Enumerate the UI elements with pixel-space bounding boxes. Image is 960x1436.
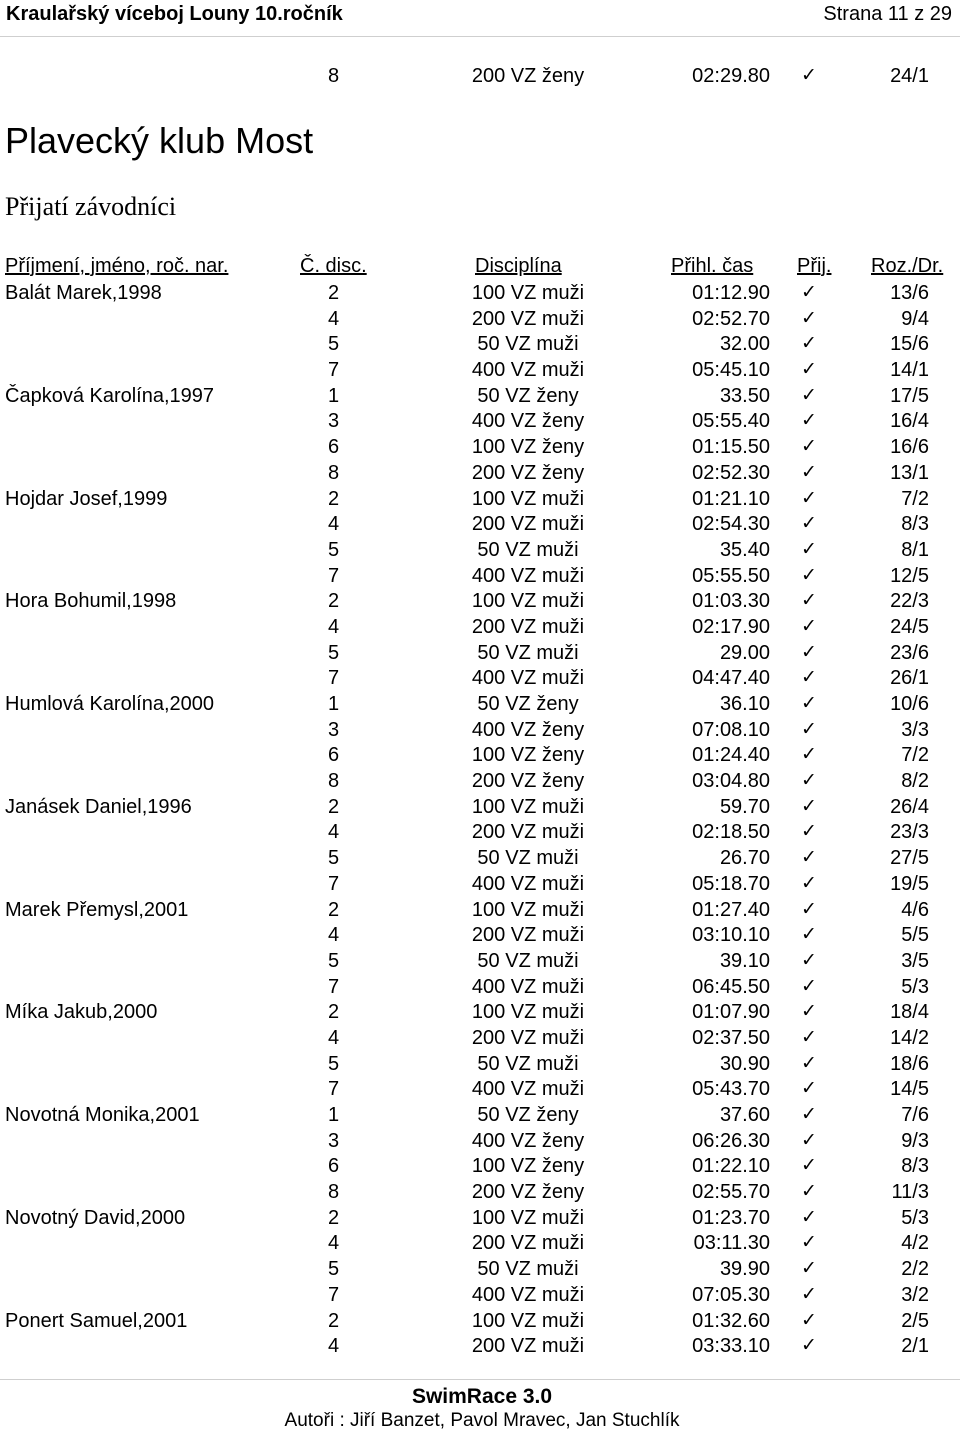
table-row <box>0 1309 960 1335</box>
discipline-name: 400 VZ muži <box>471 667 585 690</box>
entry-time: 37.60 <box>719 1104 770 1126</box>
heat-lane: 23/6 <box>890 641 929 664</box>
entry-time: 30.90 <box>719 1052 770 1075</box>
discipline-name: 50 VZ muži <box>477 949 579 972</box>
check-icon: ✓ <box>801 1308 817 1331</box>
discipline-number: 5 <box>328 333 340 356</box>
check-icon: ✓ <box>801 614 817 637</box>
table-row <box>0 769 960 795</box>
discipline-number: 5 <box>328 847 340 870</box>
table-row <box>0 795 960 821</box>
check-icon: ✓ <box>801 897 817 920</box>
check-icon: ✓ <box>801 769 817 792</box>
table-row <box>0 1206 960 1232</box>
check-icon: ✓ <box>801 1205 817 1228</box>
table-row <box>0 564 960 590</box>
discipline-number: 5 <box>328 949 340 972</box>
discipline-name: 100 VZ muži <box>471 1001 585 1024</box>
swimmer-name: Ponert Samuel,2001 <box>5 1309 188 1332</box>
entry-time: 03:10.10 <box>692 924 770 947</box>
heat-lane: 7/6 <box>901 1104 929 1126</box>
table-row <box>0 846 960 872</box>
table-row <box>0 1283 960 1309</box>
discipline-name: 50 VZ muži <box>477 641 579 664</box>
check-icon: ✓ <box>801 743 817 766</box>
heat-lane: 18/6 <box>890 1052 929 1075</box>
entry-time: 59.70 <box>719 795 770 818</box>
table-row <box>0 1231 960 1257</box>
discipline-number: 8 <box>328 770 340 793</box>
discipline-number: 8 <box>328 65 340 87</box>
discipline-number: 2 <box>328 282 340 304</box>
check-icon: ✓ <box>801 692 817 714</box>
heat-lane: 16/6 <box>890 436 929 459</box>
column-header-row <box>0 255 960 281</box>
entry-time: 01:21.10 <box>692 487 770 510</box>
table-row <box>0 692 960 718</box>
check-icon: ✓ <box>801 820 817 843</box>
table-row <box>0 743 960 769</box>
discipline-number: 3 <box>328 718 340 741</box>
discipline-number: 6 <box>328 1155 340 1178</box>
discipline-number: 2 <box>328 1309 340 1332</box>
discipline-number: 3 <box>328 1129 340 1152</box>
discipline-name: 50 VZ muži <box>477 538 579 561</box>
discipline-name: 100 VZ muži <box>471 1309 585 1332</box>
discipline-number: 4 <box>328 1232 340 1255</box>
swimmer-name: Marek Přemysl,2001 <box>5 898 189 921</box>
discipline-number: 4 <box>328 307 340 330</box>
entry-time: 06:45.50 <box>692 975 770 998</box>
heat-lane: 8/3 <box>901 1155 929 1178</box>
discipline-number: 2 <box>328 898 340 921</box>
footer-divider <box>0 1379 960 1380</box>
discipline-number: 1 <box>328 693 340 715</box>
check-icon: ✓ <box>801 281 817 303</box>
swimmer-name: Čapková Karolína,1997 <box>5 384 215 407</box>
discipline-name: 50 VZ ženy <box>477 693 579 715</box>
entry-time: 04:47.40 <box>692 667 770 690</box>
entry-time: 02:17.90 <box>692 615 770 638</box>
table-row <box>0 923 960 949</box>
entry-time: 33.50 <box>719 384 770 407</box>
heat-lane: 3/3 <box>901 718 929 741</box>
table-row <box>0 1000 960 1026</box>
discipline-number: 7 <box>328 667 340 690</box>
check-icon: ✓ <box>801 1128 817 1151</box>
table-row <box>0 1129 960 1155</box>
table-row <box>0 384 960 410</box>
entry-time: 03:33.10 <box>692 1335 770 1358</box>
check-icon: ✓ <box>801 1103 817 1125</box>
heat-lane: 15/6 <box>890 333 929 356</box>
entry-time: 02:18.50 <box>692 821 770 844</box>
check-icon: ✓ <box>801 1282 817 1305</box>
entry-time: 02:54.30 <box>692 513 770 536</box>
entry-time: 39.10 <box>719 949 770 972</box>
discipline-number: 7 <box>328 975 340 998</box>
entry-time: 01:24.40 <box>692 744 770 767</box>
swimmer-name: Balát Marek,1998 <box>5 282 162 304</box>
discipline-name: 50 VZ muži <box>477 847 579 870</box>
heat-lane: 23/3 <box>890 821 929 844</box>
discipline-name: 100 VZ ženy <box>471 1155 585 1178</box>
table-row <box>0 1257 960 1283</box>
heat-lane: 8/1 <box>901 538 929 561</box>
discipline-name: 400 VZ ženy <box>471 410 585 433</box>
column-header-accepted: Přij. <box>797 255 832 277</box>
heat-lane: 18/4 <box>890 1001 929 1024</box>
column-header-heat-lane: Roz./Dr. <box>871 255 944 277</box>
discipline-name: 100 VZ muži <box>471 795 585 818</box>
discipline-name: 200 VZ ženy <box>471 65 585 87</box>
check-icon: ✓ <box>801 1051 817 1074</box>
discipline-number: 8 <box>328 1181 340 1204</box>
table-row <box>0 512 960 538</box>
table-row <box>0 358 960 384</box>
discipline-name: 200 VZ muži <box>471 821 585 844</box>
heat-lane: 12/5 <box>890 564 929 587</box>
column-header-discipline: Disciplína <box>475 255 562 277</box>
table-row <box>0 718 960 744</box>
entry-time: 39.90 <box>719 1258 770 1281</box>
entry-time: 01:07.90 <box>692 1001 770 1024</box>
column-header-entry-time: Přihl. čas <box>671 255 754 277</box>
heat-lane: 16/4 <box>890 410 929 433</box>
entry-time: 01:23.70 <box>692 1206 770 1229</box>
discipline-number: 7 <box>328 872 340 895</box>
check-icon: ✓ <box>801 1154 817 1177</box>
discipline-name: 200 VZ muži <box>471 1335 585 1358</box>
swimmer-name: Janásek Daniel,1996 <box>5 795 192 818</box>
table-row <box>0 1052 960 1078</box>
heat-lane: 10/6 <box>890 693 929 715</box>
table-row <box>0 1154 960 1180</box>
discipline-number: 5 <box>328 538 340 561</box>
discipline-name: 400 VZ muži <box>471 564 585 587</box>
discipline-name: 200 VZ ženy <box>471 461 585 484</box>
check-icon: ✓ <box>801 1231 817 1254</box>
discipline-number: 4 <box>328 615 340 638</box>
discipline-number: 4 <box>328 513 340 536</box>
heat-lane: 17/5 <box>890 384 929 407</box>
entry-time: 05:45.10 <box>692 359 770 382</box>
heat-lane: 14/1 <box>890 359 929 382</box>
carryover-row <box>0 64 960 90</box>
discipline-name: 400 VZ muži <box>471 359 585 382</box>
heat-lane: 7/2 <box>901 744 929 767</box>
check-icon: ✓ <box>801 589 817 612</box>
entry-time: 03:04.80 <box>692 770 770 793</box>
table-row <box>0 332 960 358</box>
swimmer-name: Míka Jakub,2000 <box>5 1001 158 1024</box>
discipline-name: 200 VZ muži <box>471 307 585 330</box>
discipline-name: 200 VZ muži <box>471 1232 585 1255</box>
check-icon: ✓ <box>801 1257 817 1280</box>
heat-lane: 26/1 <box>890 667 929 690</box>
check-icon: ✓ <box>801 1025 817 1048</box>
discipline-number: 2 <box>328 590 340 613</box>
heat-lane: 9/4 <box>901 307 929 330</box>
discipline-name: 200 VZ muži <box>471 513 585 536</box>
entry-time: 36.10 <box>719 693 770 715</box>
check-icon: ✓ <box>801 1180 817 1203</box>
check-icon: ✓ <box>801 1000 817 1023</box>
entry-time: 07:08.10 <box>692 718 770 741</box>
discipline-number: 4 <box>328 821 340 844</box>
check-icon: ✓ <box>801 948 817 971</box>
discipline-name: 400 VZ muži <box>471 975 585 998</box>
column-header-number: Č. disc. <box>300 255 367 277</box>
heat-lane: 5/5 <box>901 924 929 947</box>
discipline-number: 2 <box>328 1206 340 1229</box>
discipline-number: 4 <box>328 924 340 947</box>
check-icon: ✓ <box>801 794 817 817</box>
discipline-number: 6 <box>328 436 340 459</box>
entry-time: 02:52.70 <box>692 307 770 330</box>
table-row <box>0 461 960 487</box>
discipline-name: 400 VZ muži <box>471 1078 585 1101</box>
check-icon: ✓ <box>801 64 817 86</box>
discipline-name: 50 VZ muži <box>477 1258 579 1281</box>
discipline-number: 7 <box>328 359 340 382</box>
discipline-name: 50 VZ muži <box>477 333 579 356</box>
table-row <box>0 872 960 898</box>
entry-time: 06:26.30 <box>692 1129 770 1152</box>
footer-app-name: SwimRace 3.0 <box>411 1385 553 1408</box>
entry-time: 32.00 <box>719 333 770 356</box>
table-row <box>0 1077 960 1103</box>
check-icon: ✓ <box>801 383 817 406</box>
heat-lane: 5/3 <box>901 1206 929 1229</box>
entry-time: 05:55.40 <box>692 410 770 433</box>
discipline-number: 2 <box>328 795 340 818</box>
discipline-name: 200 VZ muži <box>471 924 585 947</box>
entry-time: 05:18.70 <box>692 872 770 895</box>
check-icon: ✓ <box>801 537 817 560</box>
entry-time: 29.00 <box>719 641 770 664</box>
entry-time: 26.70 <box>719 847 770 870</box>
heat-lane: 14/2 <box>890 1026 929 1049</box>
discipline-name: 50 VZ ženy <box>477 1104 579 1126</box>
heat-lane: 3/5 <box>901 949 929 972</box>
heat-lane: 4/6 <box>901 898 929 921</box>
discipline-name: 50 VZ muži <box>477 1052 579 1075</box>
discipline-name: 100 VZ ženy <box>471 436 585 459</box>
entry-time: 01:12.90 <box>692 282 770 304</box>
check-icon: ✓ <box>801 409 817 432</box>
table-row <box>0 1026 960 1052</box>
check-icon: ✓ <box>801 486 817 509</box>
discipline-name: 400 VZ muži <box>471 872 585 895</box>
discipline-number: 8 <box>328 461 340 484</box>
discipline-name: 400 VZ muži <box>471 1283 585 1306</box>
heat-lane: 27/5 <box>890 847 929 870</box>
discipline-number: 6 <box>328 744 340 767</box>
table-row <box>0 487 960 513</box>
table-row <box>0 281 960 307</box>
table-row <box>0 1334 960 1360</box>
heat-lane: 2/1 <box>901 1335 929 1358</box>
discipline-number: 1 <box>328 384 340 407</box>
discipline-name: 200 VZ ženy <box>471 1181 585 1204</box>
entries-table <box>0 281 960 1360</box>
check-icon: ✓ <box>801 332 817 355</box>
swimmer-name: Novotná Monika,2001 <box>5 1104 200 1126</box>
entry-time: 05:43.70 <box>692 1078 770 1101</box>
entry-time: 02:55.70 <box>692 1181 770 1204</box>
discipline-number: 5 <box>328 1258 340 1281</box>
discipline-name: 400 VZ ženy <box>471 1129 585 1152</box>
check-icon: ✓ <box>801 1334 817 1357</box>
check-icon: ✓ <box>801 923 817 946</box>
check-icon: ✓ <box>801 640 817 663</box>
check-icon: ✓ <box>801 358 817 381</box>
table-row <box>0 666 960 692</box>
discipline-name: 400 VZ ženy <box>471 718 585 741</box>
table-row <box>0 820 960 846</box>
table-row <box>0 1103 960 1129</box>
entry-time: 01:32.60 <box>692 1309 770 1332</box>
heat-lane: 13/6 <box>890 282 929 304</box>
heat-lane: 19/5 <box>890 872 929 895</box>
heat-lane: 11/3 <box>891 1181 929 1204</box>
section-title: Přijatí závodníci <box>5 192 177 221</box>
entry-time: 01:22.10 <box>692 1155 770 1178</box>
discipline-name: 200 VZ ženy <box>471 770 585 793</box>
heat-lane: 7/2 <box>901 487 929 510</box>
heat-lane: 24/5 <box>890 615 929 638</box>
heat-lane: 8/3 <box>901 513 929 536</box>
discipline-number: 2 <box>328 1001 340 1024</box>
discipline-name: 50 VZ ženy <box>477 384 579 407</box>
heat-lane: 2/5 <box>901 1309 929 1332</box>
discipline-name: 200 VZ muži <box>471 1026 585 1049</box>
table-row <box>0 307 960 333</box>
table-row <box>0 1180 960 1206</box>
club-title: Plavecký klub Most <box>5 120 314 161</box>
check-icon: ✓ <box>801 1077 817 1100</box>
discipline-number: 1 <box>328 1104 340 1126</box>
table-row <box>0 409 960 435</box>
entry-time: 05:55.50 <box>692 564 770 587</box>
entry-time: 07:05.30 <box>692 1283 770 1306</box>
swimmer-name: Novotný David,2000 <box>5 1206 186 1229</box>
check-icon: ✓ <box>801 871 817 894</box>
discipline-name: 100 VZ ženy <box>471 744 585 767</box>
table-row <box>0 615 960 641</box>
entry-time: 03:11.30 <box>693 1232 770 1255</box>
discipline-name: 200 VZ muži <box>471 615 585 638</box>
heat-lane: 5/3 <box>901 975 929 998</box>
check-icon: ✓ <box>801 563 817 586</box>
discipline-name: 100 VZ muži <box>471 1206 585 1229</box>
table-row <box>0 641 960 667</box>
swimmer-name: Hojdar Josef,1999 <box>5 487 168 510</box>
discipline-number: 7 <box>328 1283 340 1306</box>
table-row <box>0 538 960 564</box>
heat-lane: 13/1 <box>890 461 929 484</box>
check-icon: ✓ <box>801 512 817 535</box>
footer-authors: Autoři : Jiří Banzet, Pavol Mravec, Jan Stuchlík <box>284 1410 680 1431</box>
heat-lane: 24/1 <box>890 65 929 87</box>
table-row <box>0 949 960 975</box>
event-title: Kraulařský víceboj Louny 10.ročník <box>6 3 343 25</box>
page-number: Strana 11 z 29 <box>823 3 952 25</box>
discipline-number: 5 <box>328 641 340 664</box>
entry-time: 01:03.30 <box>692 590 770 613</box>
discipline-name: 100 VZ muži <box>471 898 585 921</box>
check-icon: ✓ <box>801 974 817 997</box>
heat-lane: 26/4 <box>890 795 929 818</box>
entry-time: 35.40 <box>719 538 770 561</box>
discipline-name: 100 VZ muži <box>471 590 585 613</box>
entry-time: 02:52.30 <box>692 461 770 484</box>
entry-time: 01:15.50 <box>692 436 770 459</box>
swimmer-name: Humlová Karolína,2000 <box>5 693 215 715</box>
discipline-number: 2 <box>328 487 340 510</box>
check-icon: ✓ <box>801 846 817 869</box>
discipline-number: 4 <box>328 1335 340 1358</box>
swimmer-name: Hora Bohumil,1998 <box>5 590 177 613</box>
check-icon: ✓ <box>801 460 817 483</box>
heat-lane: 22/3 <box>890 590 929 613</box>
discipline-number: 3 <box>328 410 340 433</box>
heat-lane: 4/2 <box>901 1232 929 1255</box>
discipline-name: 100 VZ muži <box>471 282 585 304</box>
discipline-number: 4 <box>328 1026 340 1049</box>
heat-lane: 8/2 <box>901 770 929 793</box>
entry-time: 01:27.40 <box>692 898 770 921</box>
table-row <box>0 898 960 924</box>
page-header <box>0 0 960 37</box>
check-icon: ✓ <box>801 717 817 740</box>
heat-lane: 9/3 <box>901 1129 929 1152</box>
heat-lane: 3/2 <box>901 1283 929 1306</box>
heat-lane: 2/2 <box>901 1258 929 1281</box>
check-icon: ✓ <box>801 666 817 689</box>
discipline-number: 7 <box>328 1078 340 1101</box>
discipline-number: 5 <box>328 1052 340 1075</box>
table-row <box>0 435 960 461</box>
discipline-name: 100 VZ muži <box>471 487 585 510</box>
check-icon: ✓ <box>801 306 817 329</box>
table-row <box>0 975 960 1001</box>
table-row <box>0 589 960 615</box>
entry-time: 02:29.80 <box>692 65 770 87</box>
check-icon: ✓ <box>801 435 817 458</box>
entry-time: 02:37.50 <box>692 1026 770 1049</box>
heat-lane: 14/5 <box>890 1078 929 1101</box>
column-header-name: Příjmení, jméno, roč. nar. <box>5 255 229 277</box>
discipline-number: 7 <box>328 564 340 587</box>
